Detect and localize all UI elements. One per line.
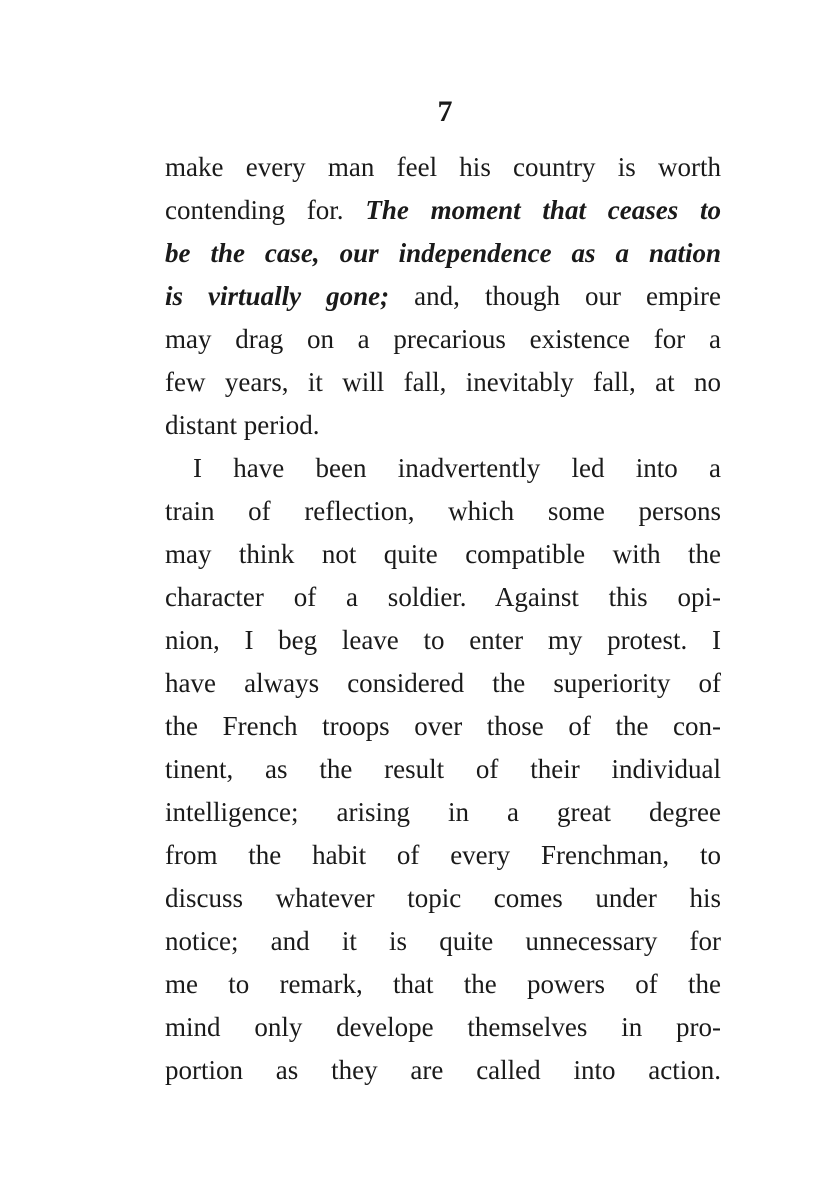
text-line: few years, it will fall, inevitably fall, at no [165, 367, 721, 397]
text-line: make every man feel his country is worth [165, 152, 721, 182]
text-line: the French troops over those of the con- [165, 711, 721, 741]
text-line: discuss whatever topic comes under his [165, 883, 721, 913]
text-line: may think not quite compatible with the [165, 539, 721, 569]
text-line: have always considered the superiority of [165, 668, 721, 698]
paragraph-2 [165, 447, 721, 1092]
text-line: distant period. [165, 410, 320, 440]
text-line: notice; and it is quite unnecessary for [165, 926, 721, 956]
text-line: nion, I beg leave to enter my protest. I [165, 625, 721, 655]
text-run: contending for. [165, 195, 344, 225]
paragraph-1 [165, 146, 721, 447]
text-line: me to remark, that the powers of the [165, 969, 721, 999]
text-line: intelligence; arising in a great degree [165, 797, 721, 827]
text-line: tinent, as the result of their individual [165, 754, 721, 784]
text-line: I have been inadvertently led into a [193, 453, 721, 483]
text-line: portion as they are called into action. [165, 1055, 721, 1085]
italic-text-run: The moment that ceases to [365, 195, 722, 225]
text-line: mind only develope themselves in pro- [165, 1012, 721, 1042]
italic-text-run: is virtually gone; [165, 281, 390, 311]
text-line: may drag on a precarious existence for a [165, 324, 721, 354]
text-line [165, 232, 721, 275]
text-line: train of reflection, which some persons [165, 496, 721, 526]
text-run: and, though our empire [414, 281, 722, 311]
page-number: 7 [437, 95, 453, 128]
body-text [165, 146, 721, 1092]
text-line: from the habit of every Frenchman, to [165, 840, 721, 870]
text-line [165, 189, 721, 232]
text-line [165, 275, 721, 318]
text-line: character of a soldier. Against this opi- [165, 582, 721, 612]
italic-text-run: be the case, our independence as a nation [165, 238, 721, 268]
